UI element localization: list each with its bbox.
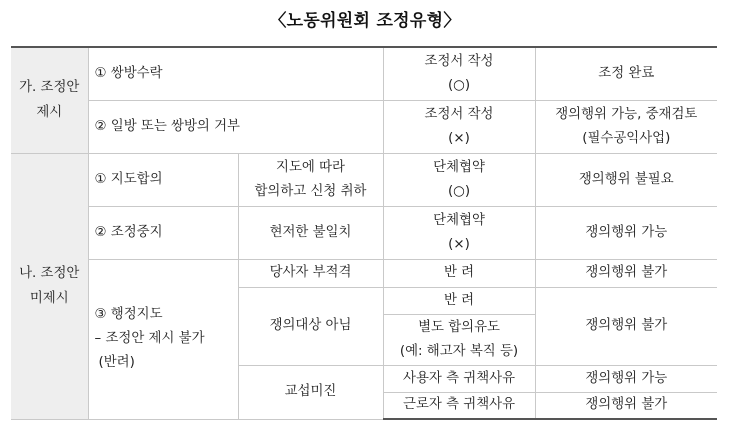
- result-cell: 쟁의행위 불가: [535, 392, 717, 419]
- result-cell: 쟁의행위 가능, 중재검토 (필수공익사업): [535, 100, 717, 153]
- document-cell: 조정서 작성 (×): [383, 100, 535, 153]
- reason-cell: 현저한 불일치: [238, 206, 383, 259]
- table-title: 〈노동위원회 조정유형〉: [269, 11, 461, 31]
- result-cell: 쟁의행위 가능: [535, 365, 717, 392]
- reason-cell: 당사자 부적격: [238, 259, 383, 287]
- document-cell: 반 려: [383, 259, 535, 287]
- category-cell: 나. 조정안 미제시: [11, 153, 88, 419]
- document-cell: 조정서 작성 (○): [383, 47, 535, 100]
- document-cell: 단체협약 (×): [383, 206, 535, 259]
- document-cell: 사용자 측 귀책사유: [383, 365, 535, 392]
- type-cell: ② 일방 또는 쌍방의 거부: [88, 100, 383, 153]
- result-cell: 쟁의행위 불필요: [535, 153, 717, 206]
- document-cell: 근로자 측 귀책사유: [383, 392, 535, 419]
- type-cell: ① 쌍방수락: [88, 47, 383, 100]
- mediation-types-table: [11, 46, 717, 420]
- document-cell: 단체협약 (○): [383, 153, 535, 206]
- type-cell: ② 조정중지: [88, 206, 238, 259]
- reason-cell: 쟁의대상 아님: [238, 287, 383, 365]
- category-cell: 가. 조정안 제시: [11, 47, 88, 153]
- result-cell: 조정 완료: [535, 47, 717, 100]
- type-cell: ① 지도합의: [88, 153, 238, 206]
- result-cell: 쟁의행위 불가: [535, 259, 717, 287]
- result-cell: 쟁의행위 가능: [535, 206, 717, 259]
- document-cell: 별도 합의유도 (예: 해고자 복직 등): [383, 314, 535, 365]
- reason-cell: 교섭미진: [238, 365, 383, 419]
- type-cell: ③ 행정지도 – 조정안 제시 불가 (반려): [88, 259, 238, 419]
- reason-cell: 지도에 따라 합의하고 신청 취하: [238, 153, 383, 206]
- result-cell: 쟁의행위 불가: [535, 287, 717, 365]
- document-cell: 반 려: [383, 287, 535, 314]
